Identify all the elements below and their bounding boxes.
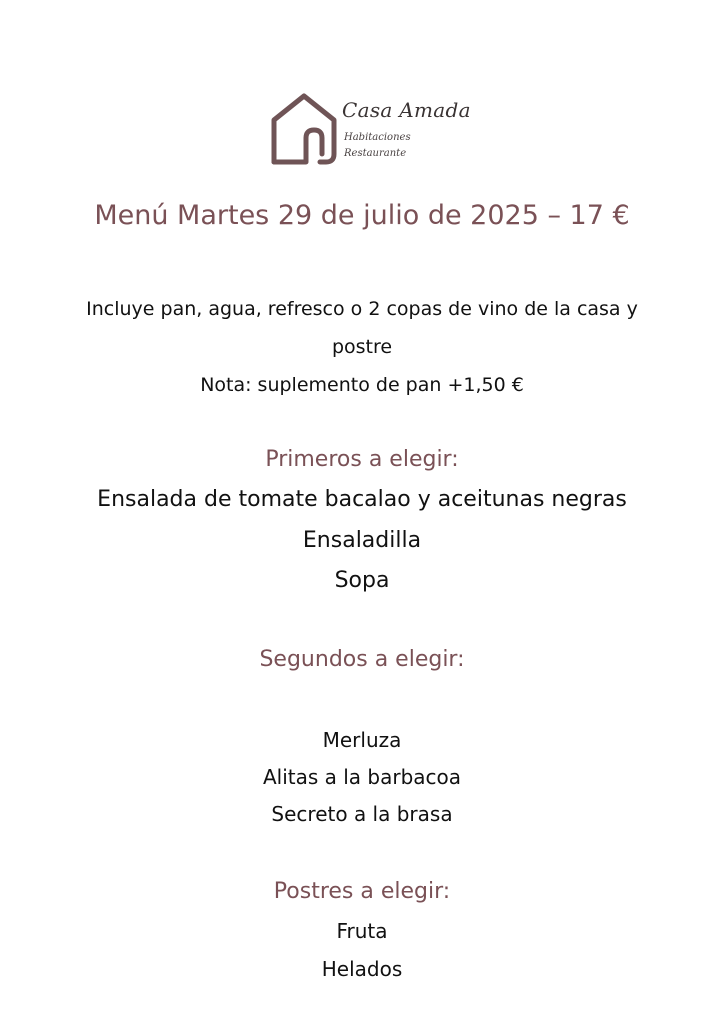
segundos-item: Merluza xyxy=(322,728,402,752)
menu-title: Menú Martes 29 de julio de 2025 – 17 € xyxy=(94,200,630,231)
primeros-item: Ensaladilla xyxy=(302,528,422,553)
intro-line-2: postre xyxy=(331,336,393,358)
intro-line-1: Incluye pan, agua, refresco o 2 copas de vino de la casa y xyxy=(86,298,638,320)
logo xyxy=(270,92,470,168)
primeros-item: Sopa xyxy=(334,568,390,593)
segundos-item: Alitas a la barbacoa xyxy=(262,765,462,789)
primeros-item: Ensalada de tomate bacalao y aceitunas negras xyxy=(97,487,627,512)
postres-item: Helados xyxy=(321,957,403,981)
logo-subtitle-restaurant: Restaurante xyxy=(344,148,407,159)
segundos-heading: Segundos a elegir: xyxy=(259,647,465,672)
postres-heading: Postres a elegir: xyxy=(273,879,451,904)
logo-name: Casa Amada xyxy=(342,98,471,122)
segundos-item: Secreto a la brasa xyxy=(271,802,453,826)
logo-subtitle-rooms: Habitaciones xyxy=(344,132,411,143)
primeros-heading: Primeros a elegir: xyxy=(265,447,459,472)
intro-note: Nota: suplemento de pan +1,50 € xyxy=(200,374,524,396)
house-icon xyxy=(270,92,340,168)
postres-item: Fruta xyxy=(336,919,388,943)
